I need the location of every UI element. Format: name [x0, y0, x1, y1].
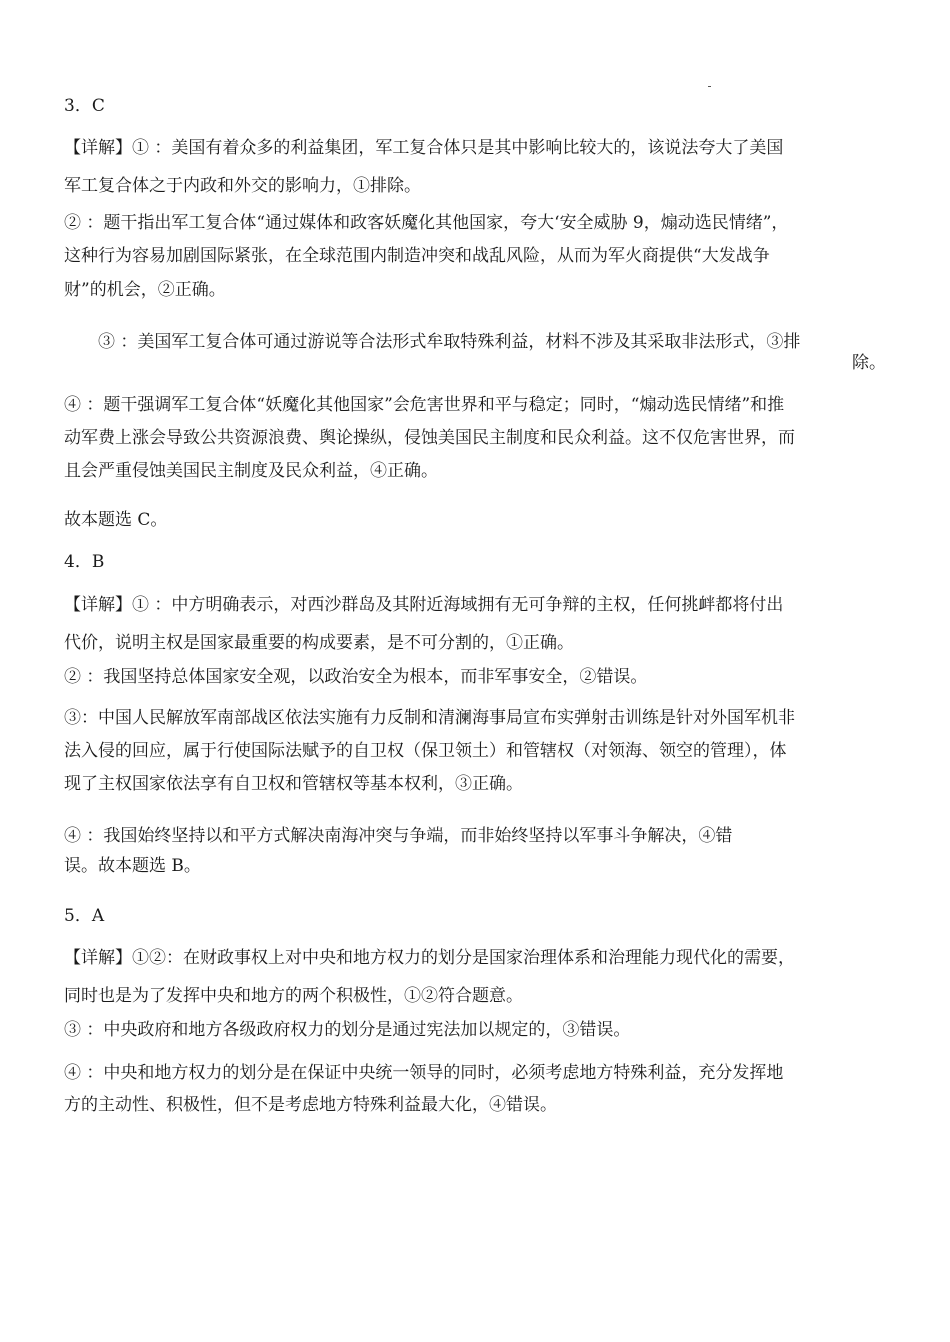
- q4-explain-line-3: ② ：我国坚持总体国家安全观，以政治安全为根本，而非军事安全，②错误。: [64, 667, 648, 687]
- q4-explain-line-4: ③：中国人民解放军南部战区依法实施有力反制和清澜海事局宣布实弹射击训练是针对外国军机非: [64, 708, 795, 728]
- q4-explain-line-2: 代价，说明主权是国家最重要的构成要素，是不可分割的，①正确。: [64, 633, 574, 653]
- q5-explain-line-3: ③ ：中央政府和地方各级政府权力的划分是通过宪法加以规定的，③错误。: [64, 1020, 631, 1040]
- q4-explain-line-8: 误。故本题选 B。: [64, 856, 201, 876]
- q5-explain-line-4: ④ ：中央和地方权力的划分是在保证中央统一领导的同时，必须考虑地方特殊利益，充分发挥地: [64, 1063, 784, 1083]
- q4-number: 4．B: [64, 552, 105, 572]
- q3-explain-line-6: ③ ：美国军工复合体可通过游说等合法形式牟取特殊利益，材料不涉及其采取非法形式，③排: [98, 332, 801, 352]
- q5-number: 5．A: [64, 906, 105, 926]
- q3-explain-line-9: 动军费上涨会导致公共资源浪费、舆论操纵，侵蚀美国民主制度和民众利益。这不仅危害世界，而: [64, 428, 795, 448]
- q3-conclusion: 故本题选 C。: [64, 510, 168, 530]
- q3-explain-line-7: 除。: [852, 353, 886, 373]
- q5-explain-line-1: 【详解】①②：在财政事权上对中央和地方权力的划分是国家治理体系和治理能力现代化的需要，: [64, 948, 795, 968]
- q3-explain-line-1: 【详解】① ：美国有着众多的利益集团，军工复合体只是其中影响比较大的，该说法夸大了美国: [64, 138, 784, 158]
- q3-explain-line-2: 军工复合体之于内政和外交的影响力，①排除。: [64, 176, 421, 196]
- q4-explain-line-1: 【详解】① ：中方明确表示，对西沙群岛及其附近海域拥有无可争辩的主权，任何挑衅都将付出: [64, 595, 784, 615]
- q3-explain-line-5: 财”的机会，②正确。: [64, 280, 226, 300]
- q5-explain-line-5: 方的主动性、积极性，但不是考虑地方特殊利益最大化，④错误。: [64, 1095, 557, 1115]
- q3-explain-line-4: 这种行为容易加剧国际紧张，在全球范围内制造冲突和战乱风险，从而为军火商提供“大发战争: [64, 246, 770, 266]
- q5-explain-line-2: 同时也是为了发挥中央和地方的两个积极性，①②符合题意。: [64, 986, 523, 1006]
- stray-mark: [708, 86, 711, 87]
- q4-explain-line-5: 法入侵的回应，属于行使国际法赋予的自卫权（保卫领土）和管辖权（对领海、领空的管理），体: [64, 741, 787, 761]
- q3-explain-line-10: 且会严重侵蚀美国民主制度及民众利益，④正确。: [64, 461, 438, 481]
- q3-explain-line-8: ④ ：题干强调军工复合体“妖魔化其他国家”会危害世界和平与稳定；同时，“煽动选民情绪”和推: [64, 395, 785, 415]
- q4-explain-line-6: 现了主权国家依法享有自卫权和管辖权等基本权利，③正确。: [64, 774, 523, 794]
- q4-explain-line-7: ④ ：我国始终坚持以和平方式解决南海冲突与争端，而非始终坚持以军事斗争解决，④错: [64, 826, 733, 846]
- q3-explain-line-3: ② ：题干指出军工复合体“通过媒体和政客妖魔化其他国家，夸大‘安全威胁 9，煽动选民情绪”，: [64, 213, 789, 233]
- q3-number: 3．C: [64, 96, 105, 116]
